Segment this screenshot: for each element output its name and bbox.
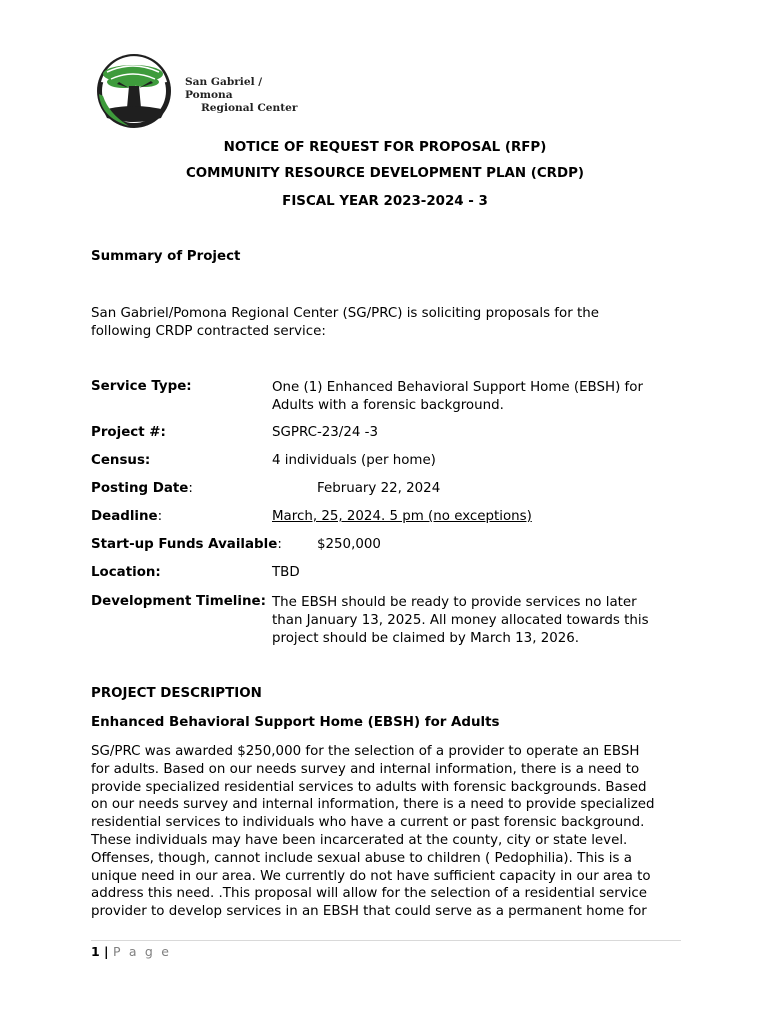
fiscal-year-title: FISCAL YEAR 2023-2024 - 3 bbox=[282, 194, 488, 209]
page-word: P a g e bbox=[112, 944, 172, 959]
census-value: 4 individuals (per home) bbox=[272, 453, 436, 468]
notice-title: NOTICE OF REQUEST FOR PROPOSAL (RFP) bbox=[223, 140, 547, 155]
startup-funds-value: $250,000 bbox=[317, 537, 381, 552]
deadline-label-text: Deadline bbox=[91, 509, 158, 524]
project-description-heading: PROJECT DESCRIPTION bbox=[91, 686, 262, 701]
body-line: Offenses, though, cannot include sexual abuse to children ( Pedophilia). This is a bbox=[91, 850, 632, 866]
body-line: These individuals may have been incarcerated at the county, city or state level. bbox=[91, 832, 628, 848]
ebsh-heading: Enhanced Behavioral Support Home (EBSH) for Adults bbox=[91, 715, 500, 730]
body-line: provider to develop services in an EBSH that could serve as a permanent home for bbox=[91, 904, 647, 920]
location-value: TBD bbox=[272, 565, 300, 580]
intro-line: San Gabriel/Pomona Regional Center (SG/PRC) is soliciting proposals for the bbox=[91, 306, 599, 321]
intro-line: following CRDP contracted service: bbox=[91, 323, 326, 339]
summary-heading: Summary of Project bbox=[91, 249, 241, 264]
posting-date-value: February 22, 2024 bbox=[317, 481, 441, 496]
organization-logo bbox=[93, 52, 313, 130]
intro-paragraph bbox=[91, 305, 651, 341]
body-line: residential services to individuals who have a current or past forensic background. bbox=[91, 815, 645, 831]
project-description-body bbox=[91, 743, 691, 921]
body-line: unique need in our area. We currently do not have sufficient capacity in our area to bbox=[91, 868, 651, 884]
service-type-value bbox=[272, 379, 682, 415]
logo-wordmark bbox=[185, 76, 313, 115]
deadline-value: March, 25, 2024. 5 pm (no exceptions) bbox=[272, 509, 532, 524]
deadline-label bbox=[91, 509, 162, 524]
startup-funds-label-text: Start-up Funds Available bbox=[91, 537, 278, 552]
body-line: address this need. .This proposal will allow for the selection of a residential service bbox=[91, 886, 648, 902]
page-separator: | bbox=[99, 944, 113, 959]
posting-date-colon: : bbox=[188, 481, 193, 496]
service-type-label: Service Type: bbox=[91, 379, 192, 394]
page-number: 1 bbox=[91, 944, 100, 959]
posting-date-label-text: Posting Date bbox=[91, 481, 189, 496]
posting-date-label bbox=[91, 481, 193, 496]
footer-divider bbox=[91, 940, 681, 941]
project-number-value: SGPRC-23/24 -3 bbox=[272, 425, 378, 440]
page-footer bbox=[91, 944, 171, 959]
timeline-value bbox=[272, 594, 682, 647]
tree-logo-icon bbox=[93, 52, 175, 130]
timeline-line: project should be claimed by March 13, 2026. bbox=[272, 630, 580, 646]
startup-funds-colon: : bbox=[277, 537, 282, 552]
census-label: Census: bbox=[91, 453, 151, 468]
timeline-line: than January 13, 2025. All money allocated towards this bbox=[272, 612, 649, 628]
service-type-line: Adults with a forensic background. bbox=[272, 397, 504, 413]
project-number-label: Project #: bbox=[91, 425, 166, 440]
body-line: for adults. Based on our needs survey and internal information, there is a need to bbox=[91, 761, 640, 777]
location-label: Location: bbox=[91, 565, 161, 580]
timeline-label: Development Timeline: bbox=[91, 594, 266, 609]
deadline-colon: : bbox=[157, 509, 163, 524]
startup-funds-label bbox=[91, 537, 282, 552]
logo-line-2: Regional Center bbox=[201, 102, 298, 114]
body-line: SG/PRC was awarded $250,000 for the selection of a provider to operate an EBSH bbox=[91, 744, 640, 759]
logo-line-1: San Gabriel / Pomona bbox=[185, 76, 263, 101]
timeline-line: The EBSH should be ready to provide services no later bbox=[272, 595, 637, 610]
plan-title: COMMUNITY RESOURCE DEVELOPMENT PLAN (CRDP) bbox=[185, 166, 585, 181]
service-type-line: One (1) Enhanced Behavioral Support Home (EBSH) for bbox=[272, 380, 643, 395]
body-line: provide specialized residential services to adults with forensic backgrounds. Based bbox=[91, 779, 647, 795]
body-line: on our needs survey and internal information, there is a need to provide specialized bbox=[91, 797, 655, 813]
